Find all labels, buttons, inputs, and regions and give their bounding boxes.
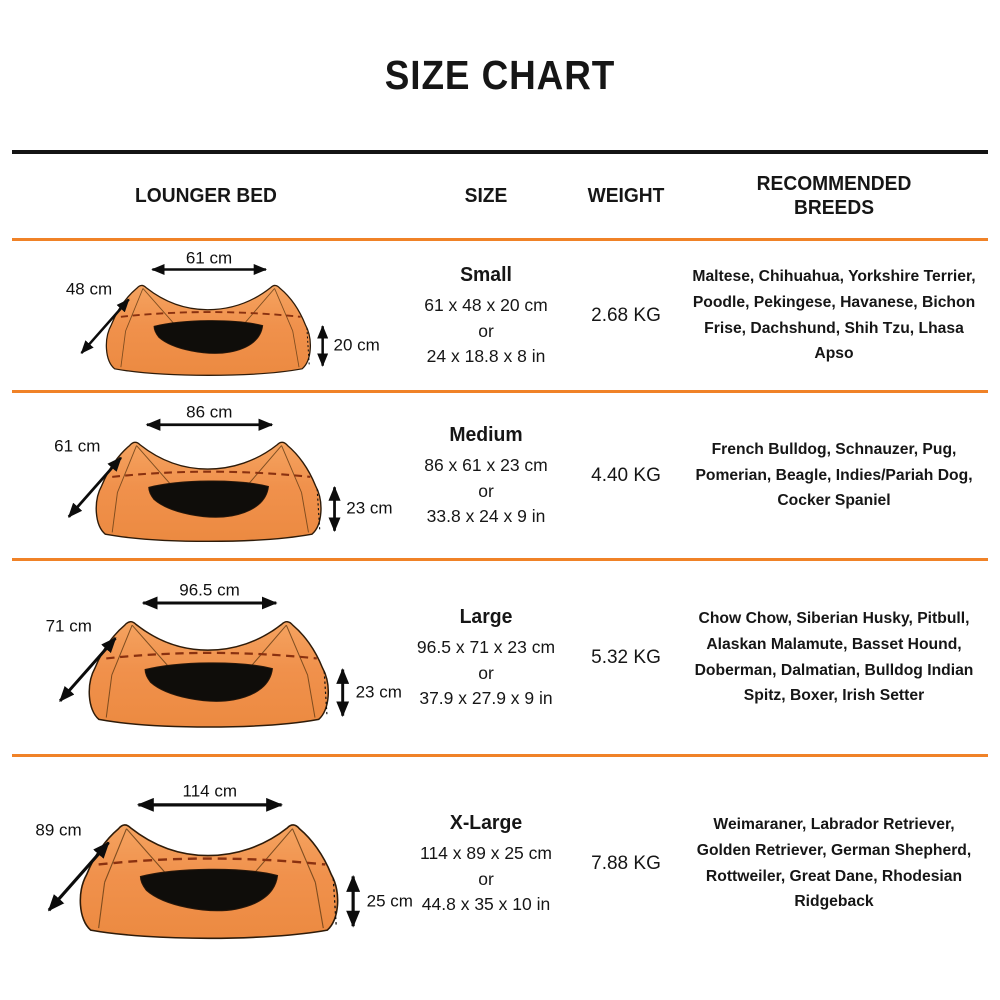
depth-dimension-label: 71 cm bbox=[45, 616, 92, 636]
column-header-weight: WEIGHT bbox=[587, 185, 665, 207]
width-dimension-label: 114 cm bbox=[182, 781, 238, 801]
dimensions-in: 44.8 x 35 x 10 in bbox=[421, 894, 551, 915]
bed-illustration-cell bbox=[12, 249, 400, 383]
bed-illustration-cell bbox=[12, 402, 400, 550]
depth-dimension-label: 89 cm bbox=[35, 820, 82, 840]
dimensions-in: 37.9 x 27.9 x 9 in bbox=[419, 688, 553, 709]
width-dimension-label: 86 cm bbox=[186, 402, 233, 422]
size-name: Large bbox=[459, 606, 513, 629]
bed-illustration-cell bbox=[12, 779, 413, 948]
breeds-list: French Bulldog, Schnauzer, Pug, Pomerian, Beagle, Indies/Pariah Dog, Cocker Spaniel bbox=[695, 441, 973, 510]
width-dimension-label: 96.5 cm bbox=[179, 580, 240, 600]
breeds-cell bbox=[683, 812, 985, 914]
weight-cell: 2.68 KG bbox=[591, 304, 661, 326]
table-row-large bbox=[12, 558, 988, 754]
size-cell bbox=[400, 261, 572, 369]
column-header-size: SIZE bbox=[464, 185, 508, 207]
table-header-row bbox=[12, 154, 988, 238]
lounger-bed-figure bbox=[41, 402, 393, 550]
dimensions-cm: 114 x 89 x 25 cm bbox=[420, 843, 552, 864]
lounger-bed-figure bbox=[30, 579, 402, 736]
dimensions-cm: 96.5 x 71 x 23 cm bbox=[416, 637, 556, 658]
height-dimension-label: 20 cm bbox=[333, 335, 380, 355]
or-label: or bbox=[478, 662, 494, 683]
breeds-cell bbox=[683, 606, 985, 708]
height-dimension-label: 23 cm bbox=[346, 498, 393, 518]
lounger-bed-illustration bbox=[41, 402, 371, 550]
page-title: SIZE CHART bbox=[384, 51, 616, 98]
size-name: Small bbox=[460, 264, 512, 287]
column-header-recommended-breeds: RECOMMENDED BREEDS bbox=[756, 173, 912, 219]
breeds-list: Weimaraner, Labrador Retriever, Golden Retriever, German Shepherd, Rottweiler, Great Dane, Rhodesian Ridgeback bbox=[696, 816, 972, 911]
or-label: or bbox=[478, 320, 494, 341]
or-label: or bbox=[478, 480, 494, 501]
breeds-cell bbox=[683, 264, 985, 366]
table-row-small bbox=[12, 238, 988, 390]
lounger-bed-illustration bbox=[17, 779, 395, 948]
height-dimension-label: 23 cm bbox=[355, 682, 402, 702]
dimensions-in: 24 x 18.8 x 8 in bbox=[426, 346, 546, 367]
size-cell bbox=[400, 421, 572, 529]
bed-illustration-cell bbox=[12, 579, 400, 736]
depth-dimension-label: 61 cm bbox=[54, 436, 101, 456]
or-label: or bbox=[478, 868, 494, 889]
height-dimension-label: 25 cm bbox=[366, 891, 413, 911]
lounger-bed-figure bbox=[56, 248, 380, 383]
size-name: Medium bbox=[449, 424, 523, 447]
breeds-list: Maltese, Chihuahua, Yorkshire Terrier, Poodle, Pekingese, Havanese, Bichon Frise, Dachshund, Shih Tzu, Lhasa Apso bbox=[692, 268, 976, 363]
lounger-bed-illustration bbox=[30, 579, 382, 736]
lounger-bed-figure bbox=[17, 779, 413, 948]
lounger-bed-illustration bbox=[56, 249, 356, 383]
dimensions-in: 33.8 x 24 x 9 in bbox=[426, 506, 546, 527]
breeds-cell bbox=[683, 437, 985, 514]
dimensions-cm: 86 x 61 x 23 cm bbox=[424, 455, 548, 476]
table-row-x-large bbox=[12, 754, 988, 970]
depth-dimension-label: 48 cm bbox=[65, 279, 113, 299]
weight-cell: 4.40 KG bbox=[591, 464, 661, 486]
weight-cell: 7.88 KG bbox=[591, 852, 661, 874]
width-dimension-label: 61 cm bbox=[185, 248, 233, 268]
dimensions-cm: 61 x 48 x 20 cm bbox=[424, 295, 548, 316]
size-cell bbox=[400, 603, 572, 711]
breeds-list: Chow Chow, Siberian Husky, Pitbull, Alaskan Malamute, Basset Hound, Doberman, Dalmatian, Bulldog Indian Spitz, Boxer, Irish Setter bbox=[694, 610, 974, 705]
table-row-medium bbox=[12, 390, 988, 558]
weight-cell: 5.32 KG bbox=[591, 646, 661, 668]
column-header-lounger-bed: LOUNGER BED bbox=[135, 185, 277, 207]
size-name: X-Large bbox=[449, 812, 523, 835]
size-cell bbox=[400, 809, 572, 917]
